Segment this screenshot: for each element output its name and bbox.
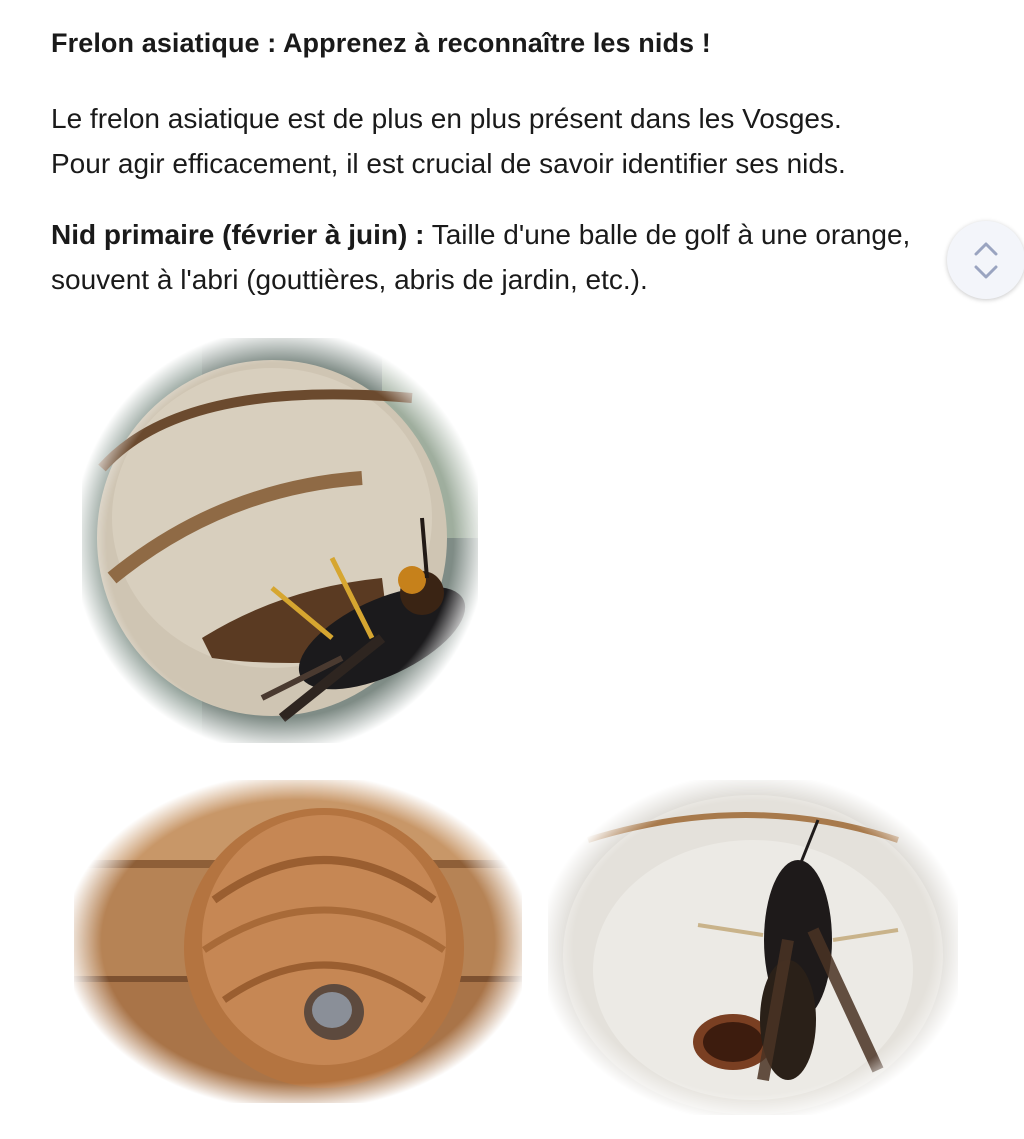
primary-nest-with-hornet-photo [82, 338, 478, 743]
primary-nest-label: Nid primaire (février à juin) : [51, 219, 425, 250]
intro-line-1: Le frelon asiatique est de plus en plus présent dans les Vosges. [51, 103, 842, 134]
intro-paragraph [51, 96, 961, 186]
chevron-up-down-icon [974, 240, 998, 282]
primary-nest-description: Taille d'une balle de golf à une orange, souvent à l'abri (gouttières, abris de jardin, etc.). [51, 219, 911, 295]
primary-nest-paragraph [51, 212, 961, 302]
primary-nest-open-hornet-photo [548, 780, 958, 1115]
scroll-navigation-button[interactable] [947, 221, 1024, 299]
intro-line-2: Pour agir efficacement, il est crucial de savoir identifier ses nids. [51, 148, 846, 179]
primary-nest-on-wood-photo [74, 780, 522, 1103]
post-title: Frelon asiatique : Apprenez à reconnaître les nids ! [51, 28, 711, 58]
